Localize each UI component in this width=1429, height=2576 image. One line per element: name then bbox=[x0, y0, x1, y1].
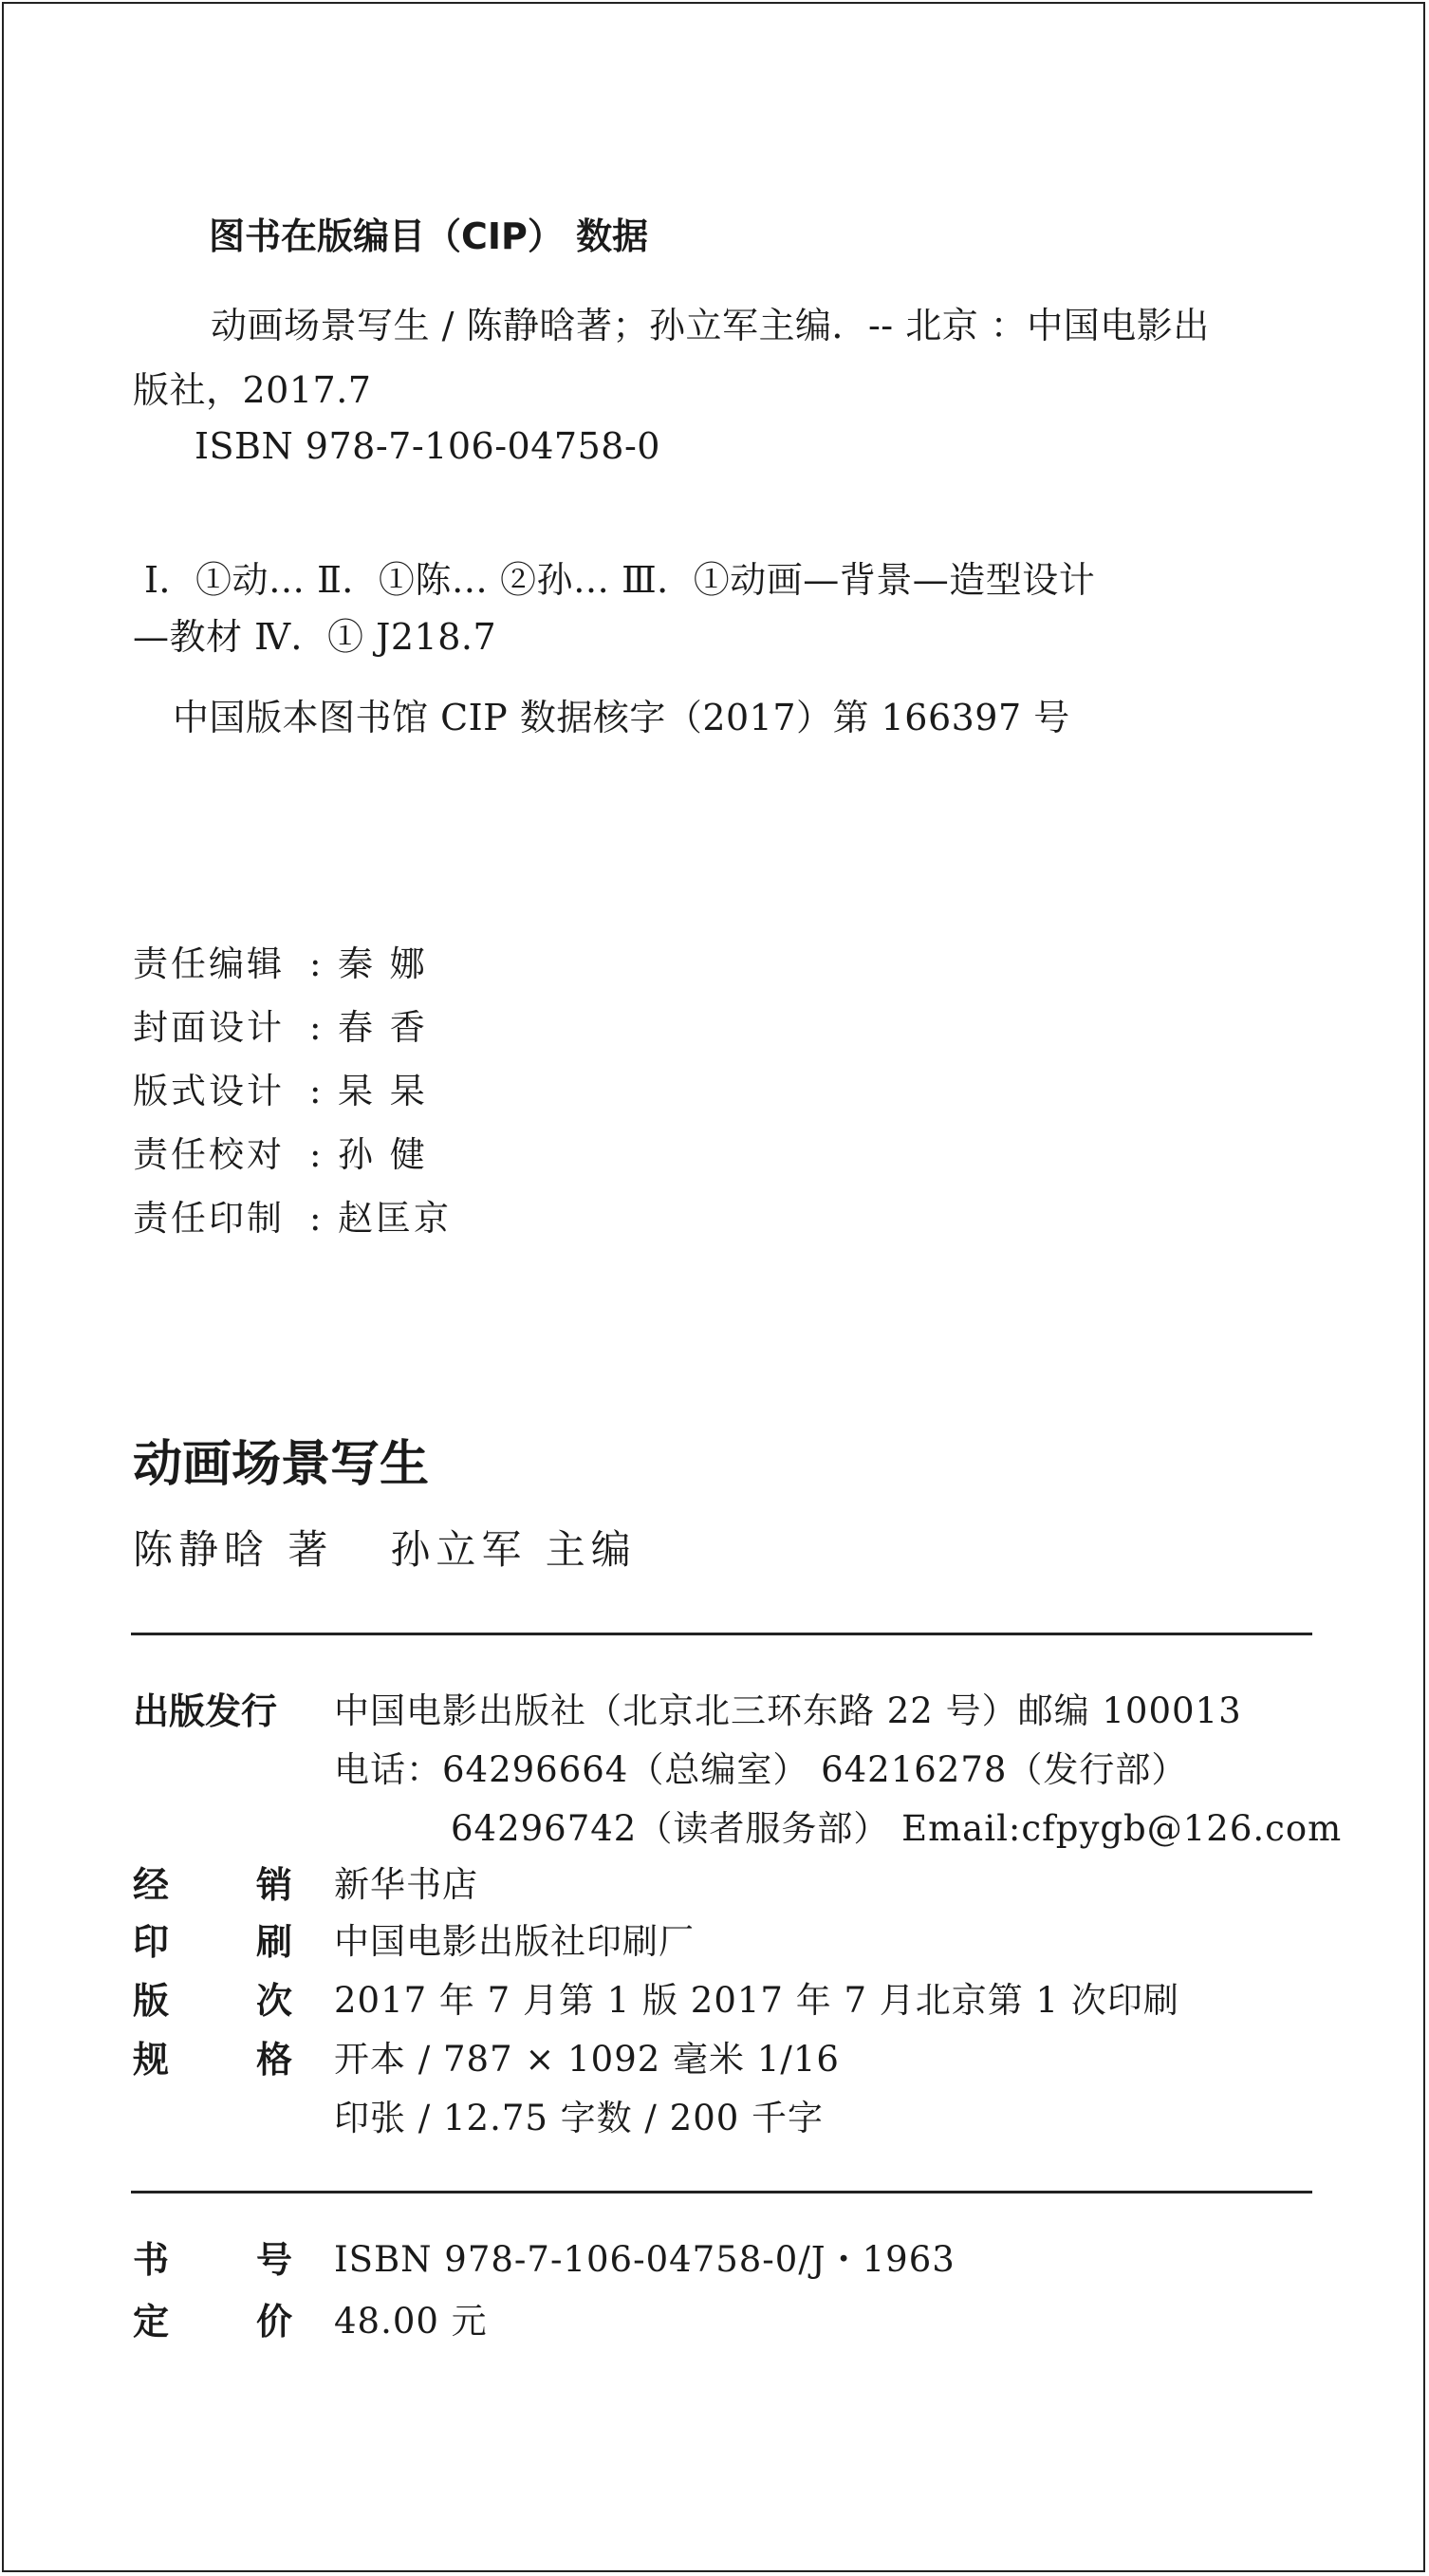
edition-label-a: 版 bbox=[133, 1980, 170, 2022]
credit-name: 孙 健 bbox=[338, 1134, 428, 1175]
book-author: 陈静晗 著 bbox=[133, 1526, 334, 1573]
spec-label-b: 格 bbox=[256, 2039, 293, 2081]
distributor-label-b: 销 bbox=[256, 1864, 293, 1906]
publisher-line-2: 电话：64296664（总编室） 64216278（发行部） bbox=[334, 1749, 1188, 1790]
credit-row bbox=[133, 1189, 452, 1241]
cip-classification-1: Ⅰ．①动… Ⅱ．①陈… ②孙… Ⅲ．①动画—背景—造型设计 bbox=[144, 559, 1096, 601]
credit-label: 封面设计 bbox=[133, 1007, 285, 1048]
book-editor: 孙立军 主编 bbox=[390, 1526, 637, 1573]
credit-label: 版式设计 bbox=[133, 1071, 285, 1111]
printer-label-a: 印 bbox=[133, 1921, 170, 1963]
edition-label-b: 次 bbox=[256, 1980, 293, 2022]
credit-name: 春 香 bbox=[338, 1007, 428, 1048]
credit-separator: : bbox=[309, 1071, 325, 1111]
credit-row bbox=[133, 1062, 428, 1113]
credit-separator: : bbox=[309, 1134, 325, 1175]
price-value: 48.00 元 bbox=[334, 2301, 488, 2342]
credit-name: 秦 娜 bbox=[338, 943, 428, 984]
distributor-value: 新华书店 bbox=[334, 1864, 478, 1905]
credit-separator: : bbox=[309, 1007, 325, 1048]
publisher-line-3: 64296742（读者服务部） Email:cfpygb@126.com bbox=[451, 1808, 1343, 1849]
divider-top bbox=[131, 1633, 1312, 1635]
distributor-label-a: 经 bbox=[133, 1864, 170, 1906]
publisher-line-1: 中国电影出版社（北京北三环东路 22 号）邮编 100013 bbox=[334, 1690, 1242, 1731]
credit-row bbox=[133, 1126, 428, 1177]
cip-line-2: 版社，2017.7 bbox=[133, 369, 372, 411]
cip-record-number: 中国版本图书馆 CIP 数据核字（2017）第 166397 号 bbox=[173, 697, 1070, 738]
credit-name: 赵匡京 bbox=[338, 1198, 452, 1239]
credit-label: 责任印制 bbox=[133, 1198, 285, 1239]
credit-row bbox=[133, 935, 428, 986]
printer-label-b: 刷 bbox=[256, 1921, 293, 1963]
credit-separator: : bbox=[309, 943, 325, 984]
credit-name: 杲 杲 bbox=[338, 1071, 428, 1111]
divider-bottom bbox=[131, 2191, 1312, 2193]
printer-value: 中国电影出版社印刷厂 bbox=[334, 1921, 695, 1962]
isbn-label-a: 书 bbox=[133, 2239, 170, 2281]
credit-label: 责任编辑 bbox=[133, 943, 285, 984]
credit-separator: : bbox=[309, 1198, 325, 1239]
publisher-label: 出版发行 bbox=[133, 1690, 278, 1732]
book-title: 动画场景写生 bbox=[133, 1436, 430, 1493]
spec-line-2: 印张 / 12.75 字数 / 200 千字 bbox=[334, 2098, 825, 2138]
price-label-b: 价 bbox=[256, 2301, 293, 2343]
spec-line-1: 开本 / 787 × 1092 毫米 1/16 bbox=[334, 2039, 840, 2080]
price-label-a: 定 bbox=[133, 2301, 170, 2343]
cip-classification-2: —教材 Ⅳ．① J218.7 bbox=[133, 616, 497, 658]
credit-row bbox=[133, 999, 428, 1050]
spec-label-a: 规 bbox=[133, 2039, 170, 2081]
credit-label: 责任校对 bbox=[133, 1134, 285, 1175]
edition-value: 2017 年 7 月第 1 版 2017 年 7 月北京第 1 次印刷 bbox=[334, 1980, 1179, 2021]
cip-isbn: ISBN 978-7-106-04758-0 bbox=[195, 425, 660, 467]
cip-title: 图书在版编目（CIP） 数据 bbox=[209, 215, 649, 257]
isbn-value: ISBN 978-7-106-04758-0/J・1963 bbox=[334, 2239, 956, 2280]
book-authors bbox=[133, 1519, 637, 1576]
isbn-label-b: 号 bbox=[256, 2239, 293, 2281]
cip-line-1: 动画场景写生 / 陈静晗著；孙立军主编．-- 北京 ：中国电影出 bbox=[211, 305, 1210, 346]
